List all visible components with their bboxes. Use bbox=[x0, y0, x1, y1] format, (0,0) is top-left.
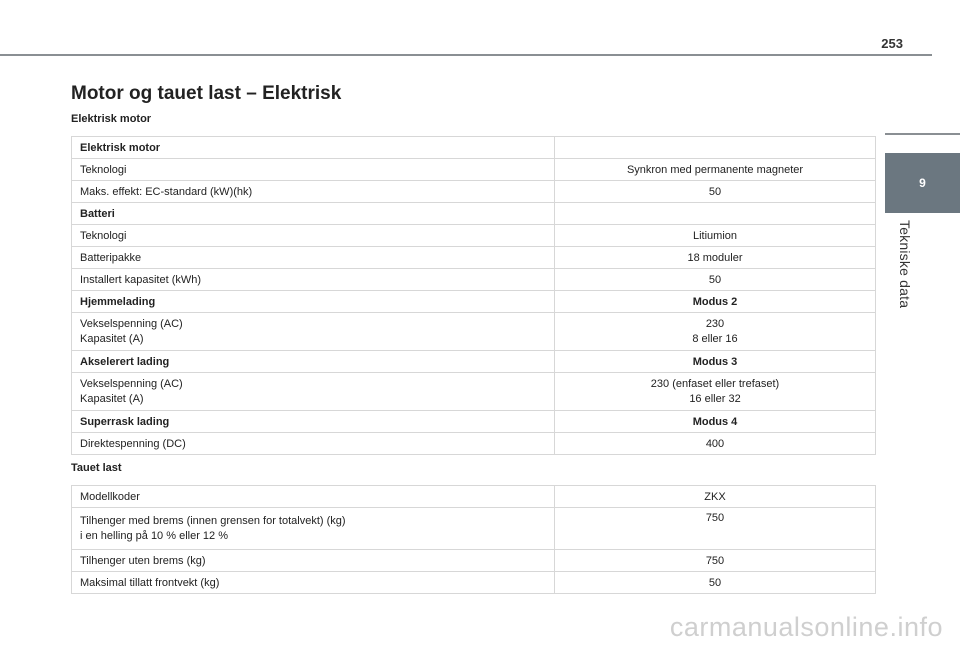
row-label: Hjemmelading bbox=[72, 291, 555, 313]
row-value bbox=[555, 137, 876, 159]
row-value: 50 bbox=[555, 572, 876, 594]
chapter-tab[interactable] bbox=[885, 153, 960, 213]
table-row bbox=[72, 181, 876, 203]
table-row bbox=[72, 411, 876, 433]
page-title: Motor og tauet last – Elektrisk bbox=[71, 83, 342, 104]
row-label: Tilhenger uten brems (kg) bbox=[72, 550, 555, 572]
chapter-number: 9 bbox=[919, 176, 926, 190]
row-label: Maks. effekt: EC-standard (kW)(hk) bbox=[72, 181, 555, 203]
row-value bbox=[555, 313, 876, 351]
row-value: Modus 3 bbox=[555, 351, 876, 373]
table-row bbox=[72, 159, 876, 181]
row-value: 750 bbox=[555, 508, 876, 550]
row-label: Batteri bbox=[72, 203, 555, 225]
header-divider bbox=[0, 54, 932, 56]
section-heading-towing: Tauet last bbox=[71, 462, 122, 474]
row-value: Synkron med permanente magneter bbox=[555, 159, 876, 181]
row-label: Batteripakke bbox=[72, 247, 555, 269]
row-label-line: Kapasitet (A) bbox=[80, 392, 144, 405]
row-label: Teknologi bbox=[72, 225, 555, 247]
row-value: 50 bbox=[555, 181, 876, 203]
table-row bbox=[72, 373, 876, 411]
row-value-line: 16 eller 32 bbox=[689, 392, 741, 405]
row-label: Direktespenning (DC) bbox=[72, 433, 555, 455]
table-row bbox=[72, 351, 876, 373]
row-value bbox=[555, 373, 876, 411]
row-label: Maksimal tillatt frontvekt (kg) bbox=[72, 572, 555, 594]
table-row bbox=[72, 550, 876, 572]
row-label-line: i en helling på 10 % eller 12 % bbox=[80, 529, 228, 542]
row-label-line: Kapasitet (A) bbox=[80, 332, 144, 345]
row-label bbox=[72, 373, 555, 411]
row-label-line: Vekselspenning (AC) bbox=[80, 377, 183, 390]
row-value: 18 moduler bbox=[555, 247, 876, 269]
row-label bbox=[72, 508, 555, 550]
table-row bbox=[72, 508, 876, 550]
table-row bbox=[72, 572, 876, 594]
chapter-title: Tekniske data bbox=[897, 220, 913, 309]
row-label-line: Vekselspenning (AC) bbox=[80, 317, 183, 330]
side-tab-divider bbox=[885, 133, 960, 135]
motor-spec-table bbox=[71, 136, 876, 455]
row-value-line: 8 eller 16 bbox=[692, 332, 738, 345]
row-value: Modus 4 bbox=[555, 411, 876, 433]
table-row bbox=[72, 247, 876, 269]
row-label: Elektrisk motor bbox=[72, 137, 555, 159]
row-value: ZKX bbox=[555, 486, 876, 508]
table-row bbox=[72, 203, 876, 225]
row-label: Installert kapasitet (kWh) bbox=[72, 269, 555, 291]
table-row bbox=[72, 269, 876, 291]
table-row bbox=[72, 225, 876, 247]
row-value: Modus 2 bbox=[555, 291, 876, 313]
row-value: 750 bbox=[555, 550, 876, 572]
towing-spec-table bbox=[71, 485, 876, 594]
table-row bbox=[72, 486, 876, 508]
row-label bbox=[72, 313, 555, 351]
page-number: 253 bbox=[881, 36, 903, 51]
watermark: carmanualsonline.info bbox=[669, 612, 943, 642]
row-label: Teknologi bbox=[72, 159, 555, 181]
row-value-line: 230 (enfaset eller trefaset) bbox=[650, 377, 780, 390]
row-label: Akselerert lading bbox=[72, 351, 555, 373]
row-label: Modellkoder bbox=[72, 486, 555, 508]
row-label: Superrask lading bbox=[72, 411, 555, 433]
table-row bbox=[72, 313, 876, 351]
row-value: Litiumion bbox=[555, 225, 876, 247]
row-label-line: Tilhenger med brems (innen grensen for totalvekt) (kg) bbox=[80, 514, 346, 527]
row-value: 400 bbox=[555, 433, 876, 455]
row-value bbox=[555, 203, 876, 225]
table-row bbox=[72, 433, 876, 455]
row-value: 50 bbox=[555, 269, 876, 291]
section-heading-motor: Elektrisk motor bbox=[71, 113, 152, 125]
table-row bbox=[72, 137, 876, 159]
table-row bbox=[72, 291, 876, 313]
row-value-line: 230 bbox=[705, 317, 725, 330]
